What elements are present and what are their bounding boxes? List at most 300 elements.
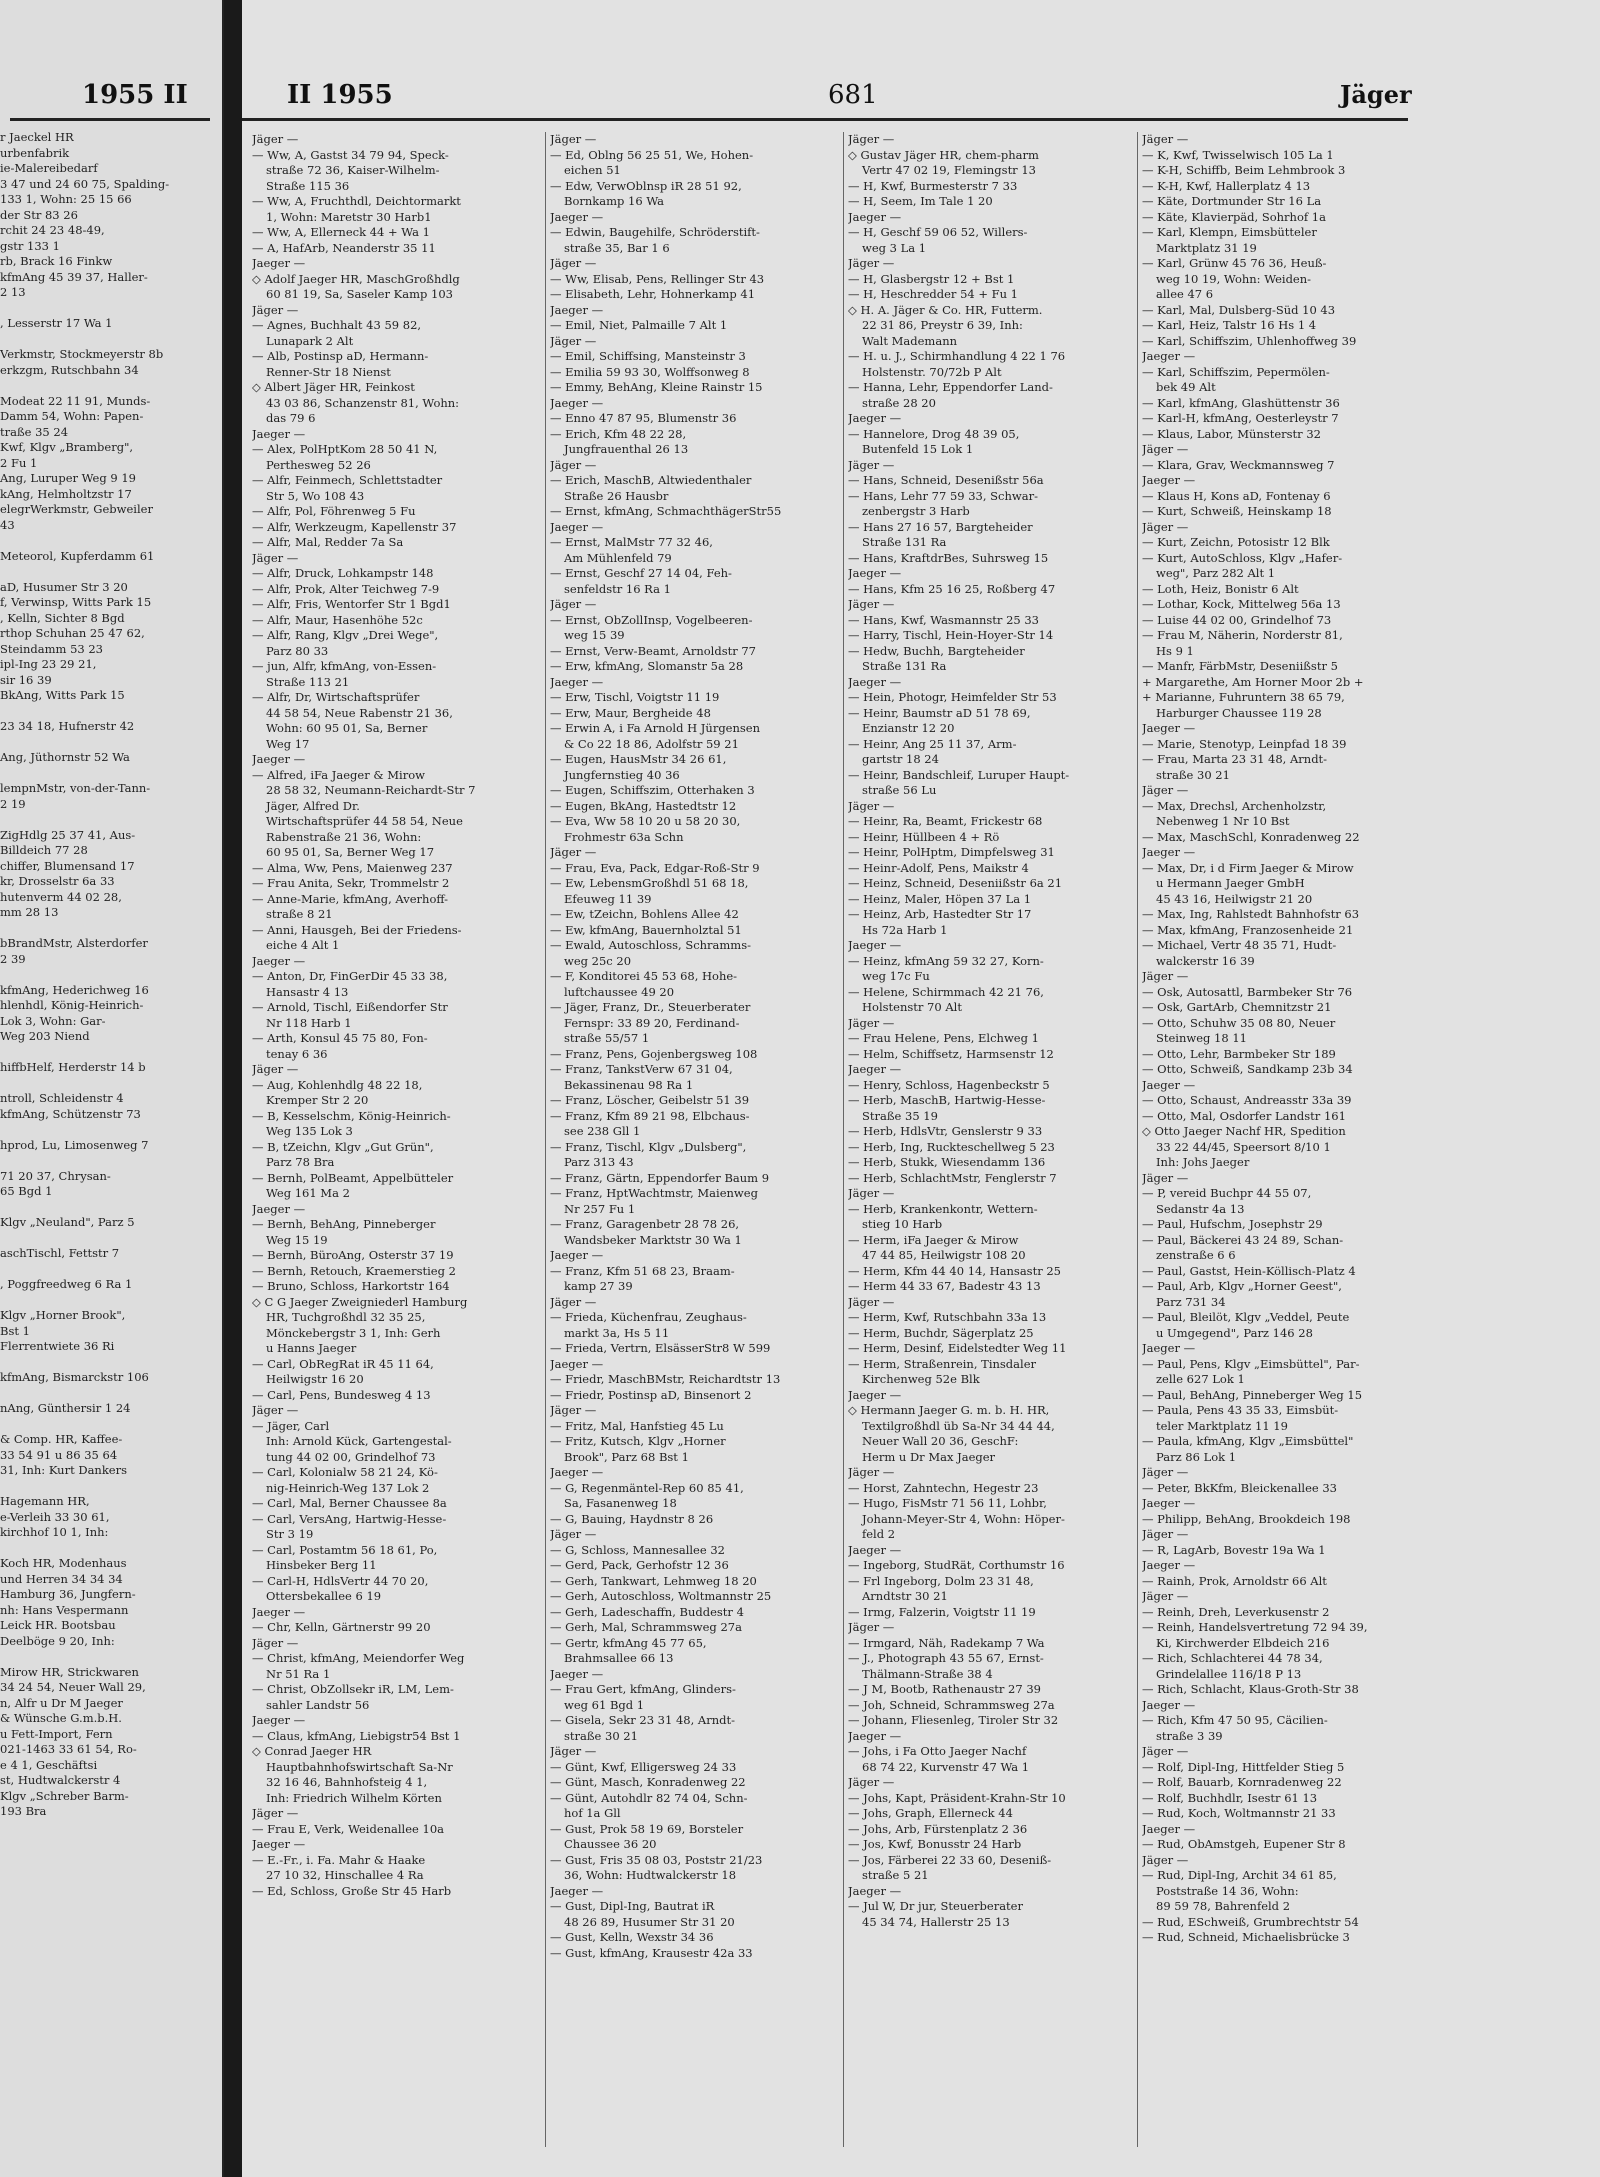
directory-entry-line: — Gust, Prok 58 19 69, Borsteler — [550, 1821, 744, 1836]
left-line — [0, 1541, 220, 1557]
directory-entry-line: Jaeger — — [848, 938, 902, 952]
directory-entry-line: Jäger — — [1142, 1465, 1189, 1479]
directory-entry-line: Holstenstr 70 Alt — [862, 1000, 962, 1014]
left-line: kfmAng, Schützenstr 73 — [0, 1106, 141, 1121]
directory-entry-line: straße 28 20 — [862, 395, 936, 410]
directory-column-1 — [252, 132, 530, 1899]
directory-entry-line: — Kurt, AutoSchloss, Klgv „Hafer- — [1142, 550, 1343, 565]
directory-entry-line: — Ed, Schloss, Große Str 45 Harb — [252, 1883, 452, 1898]
directory-entry-line: Inh: Arnold Kück, Gartengestal- — [266, 1434, 452, 1448]
left-line — [0, 332, 220, 348]
directory-entry-line: — H, Geschf 59 06 52, Willers- — [848, 225, 1028, 239]
directory-entry-line: — P, vereid Buchpr 44 55 07, — [1142, 1186, 1312, 1200]
directory-entry-line: Wirtschaftsprüfer 44 58 54, Neue — [266, 814, 463, 828]
directory-entry-line: see 238 Gll 1 — [564, 1124, 641, 1138]
left-line: mm 28 13 — [0, 905, 59, 919]
directory-entry-line: Jäger — — [848, 457, 895, 472]
directory-entry-line: Jäger — — [1142, 1527, 1189, 1541]
directory-entry-line: — Heinr, Hüllbeen 4 + Rö — [848, 829, 1000, 844]
directory-entry-line: zenbergstr 3 Harb — [862, 504, 970, 518]
directory-entry-line: — Arth, Konsul 45 75 80, Fon- — [252, 1031, 428, 1045]
directory-entry-line: Nr 118 Harb 1 — [266, 1015, 352, 1030]
directory-entry-line: — Rolf, Dipl-Ing, Hittfelder Stieg 5 — [1142, 1759, 1345, 1774]
directory-entry-line: — Gust, kfmAng, Krausestr 42a 33 — [550, 1945, 753, 1960]
directory-entry-line: — Rolf, Bauarb, Kornradenweg 22 — [1142, 1775, 1342, 1789]
directory-entry-line: — Otto, Mal, Osdorfer Landstr 161 — [1142, 1108, 1346, 1123]
directory-entry-line: Jäger — — [848, 132, 895, 146]
directory-entry-line: Sedanstr 4a 13 — [1156, 1201, 1245, 1216]
directory-entry-line: Jaeger — — [550, 1883, 604, 1898]
directory-entry-line: Vertr 47 02 19, Flemingstr 13 — [862, 163, 1036, 177]
left-line: chiffer, Blumensand 17 — [0, 858, 135, 873]
directory-entry-line: — Erwin A, i Fa Arnold H Jürgensen — [550, 721, 761, 735]
left-line: kirchhof 10 1, Inh: — [0, 1525, 109, 1539]
directory-entry-line: bek 49 Alt — [1156, 380, 1216, 394]
directory-entry-line: u Umgegend", Parz 146 28 — [1156, 1325, 1313, 1340]
directory-entry-line: Jaeger — — [1142, 721, 1196, 735]
directory-entry-line: Jaeger — — [550, 302, 604, 317]
directory-entry-line: — Heinr-Adolf, Pens, Maikstr 4 — [848, 860, 1029, 875]
directory-entry-line: — Max, kfmAng, Franzosenheide 21 — [1142, 922, 1354, 937]
directory-entry-line: Jaeger — — [550, 519, 604, 534]
directory-entry-line: — Ww, A, Fruchthdl, Deichtormarkt — [252, 194, 461, 208]
directory-entry-line: Jungfernstieg 40 36 — [564, 767, 680, 782]
directory-entry-line: — Karl-H, kfmAng, Oesterleystr 7 — [1142, 411, 1339, 425]
directory-entry-line: — Hans, Kfm 25 16 25, Roßberg 47 — [848, 581, 1056, 596]
left-line: Meteorol, Kupferdamm 61 — [0, 548, 155, 563]
directory-entry-line: weg 10 19, Wohn: Weiden- — [1156, 271, 1312, 286]
directory-entry-line: — Paul, Arb, Klgv „Horner Geest", — [1142, 1279, 1342, 1293]
directory-entry-line: Straße 35 19 — [862, 1108, 938, 1123]
directory-entry-line: — Franz, Kfm 89 21 98, Elbchaus- — [550, 1108, 750, 1123]
directory-entry-line: 60 81 19, Sa, Saseler Kamp 103 — [266, 287, 453, 301]
directory-entry-line: — Käte, Dortmunder Str 16 La — [1142, 194, 1322, 208]
directory-entry-line: hof 1a Gll — [564, 1806, 621, 1820]
directory-entry-line: Jäger — — [1142, 132, 1189, 146]
directory-entry-line: — Alfred, iFa Jaeger & Mirow — [252, 767, 425, 782]
directory-entry-line: + Margarethe, Am Horner Moor 2b + — [1142, 674, 1364, 689]
directory-entry-line: — Elisabeth, Lehr, Hohnerkamp 41 — [550, 287, 756, 301]
directory-entry-line: — Johs, Graph, Ellerneck 44 — [848, 1806, 1013, 1820]
left-line: kr, Drosselstr 6a 33 — [0, 874, 115, 888]
directory-entry-line: Bekassinenau 98 Ra 1 — [564, 1077, 694, 1092]
directory-entry-line: u Hermann Jaeger GmbH — [1156, 876, 1305, 890]
directory-entry-line: Rabenstraße 21 36, Wohn: — [266, 829, 422, 844]
directory-entry-line: Jaeger — — [252, 256, 306, 270]
directory-entry-line: — Herm, Kwf, Rutschbahn 33a 13 — [848, 1310, 1047, 1324]
directory-entry-line: — E.-Fr., i. Fa. Mahr & Haake — [252, 1852, 426, 1867]
left-line: Klgv „Neuland", Parz 5 — [0, 1215, 135, 1229]
directory-entry-line: 45 43 16, Heilwigstr 21 20 — [1156, 891, 1313, 906]
directory-entry-line: — Peter, BkKfm, Bleickenallee 33 — [1142, 1480, 1337, 1495]
left-page-header: 1955 II — [82, 80, 188, 110]
directory-entry-line: Herm u Dr Max Jaeger — [862, 1449, 996, 1464]
left-line: n, Alfr u Dr M Jaeger — [0, 1695, 123, 1710]
directory-entry-line: Jäger — — [848, 1294, 895, 1309]
left-line: ZigHdlg 25 37 41, Aus- — [0, 827, 136, 842]
directory-entry-line: — Ew, LebensmGroßhdl 51 68 18, — [550, 876, 749, 890]
directory-entry-line: — Edw, VerwOblnsp iR 28 51 92, — [550, 178, 742, 193]
directory-entry-line: — Hans 27 16 57, Bargteheider — [848, 519, 1033, 534]
directory-entry-line: Jäger — — [848, 1015, 895, 1030]
directory-entry-line: Str 5, Wo 108 43 — [266, 488, 365, 503]
directory-entry-line: Bornkamp 16 Wa — [564, 194, 664, 208]
directory-entry-line: 28 58 32, Neumann-Reichardt-Str 7 — [266, 783, 476, 797]
directory-entry-line: — Hanna, Lehr, Eppendorfer Land- — [848, 380, 1053, 394]
directory-entry-line: — Frau Anita, Sekr, Trommelstr 2 — [252, 876, 450, 890]
left-line: Ang, Jüthornstr 52 Wa — [0, 750, 130, 764]
directory-entry-line: — Karl, Mal, Dulsberg-Süd 10 43 — [1142, 302, 1336, 317]
directory-entry-line: — Christ, kfmAng, Meiendorfer Weg — [252, 1651, 465, 1665]
directory-entry-line: — Hugo, FisMstr 71 56 11, Lohbr, — [848, 1496, 1047, 1510]
directory-entry-line: — Rolf, Buchhdlr, Isestr 61 13 — [1142, 1790, 1318, 1805]
directory-entry-line: — Philipp, BehAng, Brookdeich 198 — [1142, 1511, 1351, 1526]
directory-entry-line: — Alex, PolHptKom 28 50 41 N, — [252, 442, 438, 456]
directory-entry-line: — Hans, Lehr 77 59 33, Schwar- — [848, 488, 1038, 503]
directory-entry-line: 48 26 89, Husumer Str 31 20 — [564, 1914, 735, 1929]
directory-entry-line: Jaeger — — [252, 1604, 306, 1619]
directory-entry-line: — Erw, kfmAng, Slomanstr 5a 28 — [550, 659, 744, 673]
directory-entry-line: walckerstr 16 39 — [1156, 953, 1255, 968]
directory-column-2 — [550, 132, 828, 1961]
directory-entry-line: Jaeger — — [1142, 1341, 1196, 1355]
directory-entry-line: — Johs, Kapt, Präsident-Krahn-Str 10 — [848, 1790, 1066, 1805]
directory-entry-line: stieg 10 Harb — [862, 1217, 943, 1231]
directory-entry-line: Jaeger — — [252, 1713, 306, 1727]
directory-entry-line: Parz 731 34 — [1156, 1294, 1226, 1309]
directory-entry-line: weg 17c Fu — [862, 969, 930, 983]
directory-entry-line: — Paula, Pens 43 35 33, Eimsbüt- — [1142, 1403, 1339, 1417]
directory-entry-line: — Ernst, kfmAng, SchmachthägerStr55 — [550, 504, 782, 518]
directory-entry-line: — Emil, Niet, Palmaille 7 Alt 1 — [550, 318, 728, 332]
directory-entry-line: — Frieda, Küchenfrau, Zeughaus- — [550, 1310, 747, 1324]
directory-entry-line: — Frl Ingeborg, Dolm 23 31 48, — [848, 1573, 1034, 1588]
directory-entry-line: — Ernst, Verw-Beamt, Arnoldstr 77 — [550, 643, 757, 658]
left-line: 021-1463 33 61 54, Ro- — [0, 1742, 137, 1756]
left-line — [0, 766, 220, 782]
directory-entry-line: weg 3 La 1 — [862, 240, 927, 255]
directory-entry-line: — Helm, Schiffsetz, Harmsenstr 12 — [848, 1046, 1054, 1061]
directory-entry-line: Jaeger — — [1142, 845, 1196, 859]
directory-entry-line: — Eugen, HausMstr 34 26 61, — [550, 752, 727, 766]
directory-entry-line: — Jos, Färberei 22 33 60, Deseniß- — [848, 1852, 1052, 1867]
left-line: kfmAng, Bismarckstr 106 — [0, 1370, 149, 1384]
directory-entry-line: — Alfr, Maur, Hasenhöhe 52c — [252, 612, 423, 627]
directory-entry-line: — B, tZeichn, Klgv „Gut Grün", — [252, 1139, 434, 1154]
directory-entry-line: — Frau Helene, Pens, Elchweg 1 — [848, 1031, 1039, 1045]
directory-entry-line: Kirchenweg 52e Blk — [862, 1372, 980, 1386]
directory-entry-line: Inh: Johs Jaeger — [1156, 1155, 1250, 1169]
directory-entry-line: — Ingeborg, StudRät, Corthumstr 16 — [848, 1558, 1065, 1572]
left-line — [0, 1231, 220, 1247]
directory-entry-line: Harburger Chaussee 119 28 — [1156, 705, 1322, 720]
directory-entry-line: Jaeger — — [550, 395, 604, 410]
directory-entry-line: 1, Wohn: Maretstr 30 Harb1 — [266, 209, 432, 224]
directory-entry-line: Jaeger — — [550, 1666, 604, 1681]
directory-entry-line: — Eugen, BkAng, Hastedtstr 12 — [550, 798, 737, 813]
directory-entry-line: Heilwigstr 16 20 — [266, 1372, 364, 1386]
directory-entry-line: Jaeger — — [848, 1387, 902, 1402]
directory-entry-line: 33 22 44/45, Speersort 8/10 1 — [1156, 1139, 1331, 1154]
directory-entry-line: Jäger — — [550, 845, 597, 859]
column-divider — [545, 132, 546, 2147]
directory-entry-line: Jaeger — — [550, 209, 604, 224]
directory-entry-line: Jäger — — [848, 1465, 895, 1479]
directory-entry-line: Jaeger — — [1142, 473, 1196, 487]
directory-entry-line: — Johs, Arb, Fürstenplatz 2 36 — [848, 1821, 1028, 1836]
directory-entry-line: — Emilia 59 93 30, Wolffsonweg 8 — [550, 364, 750, 379]
left-line: hiffbHelf, Herderstr 14 b — [0, 1060, 146, 1074]
directory-entry-line: Jäger — — [1142, 969, 1189, 983]
directory-column-4 — [1142, 132, 1420, 1946]
directory-column-3 — [848, 132, 1126, 1930]
directory-entry-line: — Carl, Kolonialw 58 21 24, Kö- — [252, 1465, 438, 1479]
directory-entry-line: Jäger — — [1142, 783, 1189, 797]
directory-entry-line: Steinweg 18 11 — [1156, 1031, 1247, 1045]
directory-entry-line: Jäger — — [848, 798, 895, 813]
directory-entry-line: — Aug, Kohlenhdlg 48 22 18, — [252, 1077, 423, 1092]
left-line: Billdeich 77 28 — [0, 843, 88, 857]
directory-entry-line: Sa, Fasanenweg 18 — [564, 1496, 677, 1510]
directory-entry-line: — Anton, Dr, FinGerDir 45 33 38, — [252, 969, 448, 983]
left-line: aschTischl, Fettstr 7 — [0, 1246, 120, 1260]
directory-entry-line: — Hans, KraftdrBes, Suhrsweg 15 — [848, 550, 1049, 565]
left-line: Hagemann HR, — [0, 1494, 90, 1508]
directory-entry-line: — Paul, Pens, Klgv „Eimsbüttel", Par- — [1142, 1356, 1360, 1371]
directory-entry-line: Jäger — — [252, 1403, 299, 1417]
directory-entry-line: Jaeger — — [1142, 1697, 1196, 1712]
directory-entry-line: straße 30 21 — [1156, 767, 1230, 782]
directory-entry-line: — Arnold, Tischl, Eißendorfer Str — [252, 1000, 448, 1014]
directory-entry-line: — Carl-H, HdlsVertr 44 70 20, — [252, 1573, 429, 1588]
directory-entry-line: — Carl, Mal, Berner Chaussee 8a — [252, 1496, 447, 1510]
directory-entry-line: — Klaus H, Kons aD, Fontenay 6 — [1142, 488, 1331, 503]
left-line — [0, 1293, 220, 1309]
directory-entry-line: straße 72 36, Kaiser-Wilhelm- — [266, 163, 440, 177]
directory-entry-line: 44 58 54, Neue Rabenstr 21 36, — [266, 705, 453, 720]
directory-entry-line: — Ernst, ObZollInsp, Vogelbeeren- — [550, 612, 753, 627]
directory-entry-line: & Co 22 18 86, Adolfstr 59 21 — [564, 736, 739, 751]
directory-entry-line: — Heinz, Maler, Höpen 37 La 1 — [848, 891, 1032, 906]
directory-entry-line: — Franz, Garagenbetr 28 78 26, — [550, 1217, 740, 1231]
directory-entry-line: — Joh, Schneid, Schrammsweg 27a — [848, 1697, 1055, 1712]
left-line: nAng, Günthersir 1 24 — [0, 1401, 131, 1415]
directory-entry-line: Efeuweg 11 39 — [564, 891, 652, 906]
directory-entry-line: Chaussee 36 20 — [564, 1837, 657, 1851]
directory-entry-line: Jäger — — [1142, 1589, 1189, 1603]
left-line: Flerrentwiete 36 Ri — [0, 1339, 115, 1353]
directory-entry-line: — Bruno, Schloss, Harkortstr 164 — [252, 1279, 450, 1293]
directory-entry-line: Jäger — — [848, 597, 895, 611]
directory-entry-line: Jäger — — [550, 1744, 597, 1758]
left-line: Deelböge 9 20, Inh: — [0, 1633, 115, 1648]
directory-entry-line: Jäger — — [550, 1294, 597, 1309]
directory-entry-line: Jäger — — [252, 1806, 299, 1820]
directory-entry-line: — F, Konditorei 45 53 68, Hohe- — [550, 969, 738, 983]
directory-entry-line: — J M, Bootb, Rathenaustr 27 39 — [848, 1682, 1041, 1696]
directory-entry-line: 60 95 01, Sa, Berner Weg 17 — [266, 845, 435, 859]
directory-entry-line: — Herb, HdlsVtr, Genslerstr 9 33 — [848, 1124, 1043, 1138]
left-line: , Lesserstr 17 Wa 1 — [0, 316, 113, 330]
directory-entry-line: — Alfr, Prok, Alter Teichweg 7-9 — [252, 581, 440, 596]
left-line: Klgv „Schreber Barm- — [0, 1788, 129, 1803]
directory-entry-line: — Michael, Vertr 48 35 71, Hudt- — [1142, 938, 1337, 952]
left-line: 31, Inh: Kurt Dankers — [0, 1463, 128, 1477]
directory-entry-line: Marktplatz 31 19 — [1156, 240, 1257, 255]
directory-entry-line: — Gerh, Autoschloss, Woltmannstr 25 — [550, 1589, 772, 1603]
directory-entry-line: — Gerh, Mal, Schrammsweg 27a — [550, 1620, 742, 1634]
directory-entry-line: Nebenweg 1 Nr 10 Bst — [1156, 814, 1290, 828]
left-line — [0, 1122, 220, 1138]
directory-entry-line: + Marianne, Fuhruntern 38 65 79, — [1142, 690, 1345, 704]
directory-entry-line: Parz 80 33 — [266, 643, 329, 658]
directory-entry-line: — Hein, Photogr, Heimfelder Str 53 — [848, 690, 1057, 704]
directory-entry-line: zelle 627 Lok 1 — [1156, 1372, 1245, 1386]
left-line — [0, 1153, 220, 1169]
directory-entry-line: — Gisela, Sekr 23 31 48, Arndt- — [550, 1713, 735, 1727]
column-divider — [1137, 132, 1138, 2147]
left-line: kfmAng, Hederichweg 16 — [0, 982, 149, 997]
left-line: 193 Bra — [0, 1804, 47, 1818]
directory-entry-line: Jaeger — — [252, 426, 306, 441]
directory-entry-line: Am Mühlenfeld 79 — [564, 550, 672, 565]
directory-entry-line: — G, Schloss, Mannesallee 32 — [550, 1542, 725, 1557]
left-line: 33 54 91 u 86 35 64 — [0, 1447, 118, 1462]
directory-entry-line: — Lothar, Kock, Mittelweg 56a 13 — [1142, 597, 1341, 611]
directory-entry-line: — Fritz, Mal, Hanfstieg 45 Lu — [550, 1418, 724, 1433]
directory-entry-line: weg 61 Bgd 1 — [564, 1697, 645, 1712]
directory-entry-line: — Ed, Oblng 56 25 51, We, Hohen- — [550, 147, 754, 162]
directory-entry-line: Jaeger — — [1142, 1496, 1196, 1510]
directory-entry-line: — Eva, Ww 58 10 20 u 58 20 30, — [550, 814, 741, 828]
directory-entry-line: Jungfrauenthal 26 13 — [564, 442, 689, 456]
left-line — [0, 1200, 220, 1216]
directory-entry-line: Jäger — — [848, 1620, 895, 1634]
directory-entry-line: Weg 15 19 — [266, 1232, 328, 1247]
left-line — [0, 1355, 220, 1371]
directory-entry-line: Jäger — — [1142, 1852, 1189, 1867]
directory-entry-line: — Emil, Schiffsing, Mansteinstr 3 — [550, 349, 746, 363]
directory-entry-line: — Otto, Lehr, Barmbeker Str 189 — [1142, 1046, 1336, 1061]
directory-entry-line: — Paul, Gastst, Hein-Köllisch-Platz 4 — [1142, 1263, 1356, 1278]
directory-entry-line: — Rich, Kfm 47 50 95, Cäcilien- — [1142, 1713, 1328, 1727]
left-line: bBrandMstr, Alsterdorfer — [0, 936, 148, 950]
left-line: 34 24 54, Neuer Wall 29, — [0, 1680, 146, 1694]
directory-entry-line: eichen 51 — [564, 163, 621, 177]
directory-entry-line: — Emmy, BehAng, Kleine Rainstr 15 — [550, 380, 763, 394]
directory-entry-line: Straße 26 Hausbr — [564, 488, 669, 503]
directory-entry-line: Weg 135 Lok 3 — [266, 1124, 353, 1138]
directory-entry-line: Straße 131 Ra — [862, 659, 947, 673]
directory-entry-line: — Klara, Grav, Weckmannsweg 7 — [1142, 457, 1335, 472]
directory-entry-line: — Manfr, FärbMstr, Deseniißstr 5 — [1142, 659, 1338, 673]
left-line — [0, 1479, 220, 1495]
directory-entry-line: — Osk, Autosattl, Barmbeker Str 76 — [1142, 984, 1353, 999]
directory-entry-line: — Alfr, Druck, Lohkampstr 148 — [252, 566, 434, 580]
directory-entry-line: — Johs, i Fa Otto Jaeger Nachf — [848, 1744, 1027, 1758]
directory-entry-line: Inh: Friedrich Wilhelm Körten — [266, 1790, 442, 1805]
left-line — [0, 1649, 220, 1665]
directory-entry-line: — G, Regenmäntel-Rep 60 85 41, — [550, 1480, 744, 1495]
directory-entry-line: straße 56 Lu — [862, 783, 937, 797]
directory-entry-line: Straße 115 36 — [266, 178, 350, 193]
directory-entry-line: Enzianstr 12 20 — [862, 721, 955, 735]
directory-entry-line: Parz 78 Bra — [266, 1155, 335, 1169]
left-line: aD, Husumer Str 3 20 — [0, 579, 128, 594]
directory-entry-line: Hs 9 1 — [1156, 643, 1194, 658]
directory-entry-line: — Herm, Desinf, Eidelstedter Weg 11 — [848, 1341, 1067, 1355]
directory-entry-line: weg 15 39 — [564, 628, 625, 642]
left-line — [0, 735, 220, 751]
directory-entry-line: Textilgroßhdl üb Sa-Nr 34 44 44, — [862, 1418, 1055, 1433]
directory-entry-line: Jaeger — — [848, 1062, 902, 1076]
directory-entry-line: Fernspr: 33 89 20, Ferdinand- — [564, 1015, 740, 1030]
directory-entry-line: Nr 51 Ra 1 — [266, 1666, 331, 1681]
directory-entry-line: Jaeger — — [848, 1542, 902, 1557]
directory-entry-line: u Hanns Jaeger — [266, 1341, 357, 1355]
directory-entry-line: Hauptbahnhofswirtschaft Sa-Nr — [266, 1759, 453, 1774]
directory-entry-line: — Ew, tZeichn, Bohlens Allee 42 — [550, 907, 739, 921]
directory-entry-line: — G, Bauing, Haydnstr 8 26 — [550, 1511, 714, 1526]
directory-entry-line: ◇ Adolf Jaeger HR, MaschGroßhdlg — [252, 271, 460, 286]
directory-entry-line: — Agnes, Buchhalt 43 59 82, — [252, 318, 422, 332]
directory-entry-line: — H, Heschredder 54 + Fu 1 — [848, 287, 1019, 301]
left-line — [0, 1417, 220, 1433]
directory-entry-line: straße 5 21 — [862, 1868, 929, 1882]
directory-entry-line: Jäger — — [550, 457, 597, 472]
directory-entry-line: — Paul, Bäckerei 43 24 89, Schan- — [1142, 1232, 1344, 1247]
left-line: 2 19 — [0, 796, 26, 811]
directory-entry-line: — Reinh, Handelsvertretung 72 94 39, — [1142, 1620, 1368, 1634]
directory-entry-line: ◇ Otto Jaeger Nachf HR, Spedition — [1142, 1124, 1346, 1138]
directory-entry-line: — Rud, ObAmstgeh, Eupener Str 8 — [1142, 1837, 1346, 1851]
directory-entry-line: allee 47 6 — [1156, 287, 1214, 301]
directory-entry-line: — Heinz, kfmAng 59 32 27, Korn- — [848, 953, 1044, 968]
left-line: gstr 133 1 — [0, 238, 60, 253]
left-line — [0, 1045, 220, 1061]
directory-entry-line: — Carl, VersAng, Hartwig-Hesse- — [252, 1511, 447, 1526]
directory-entry-line: — Heinr, Baumstr aD 51 78 69, — [848, 705, 1031, 720]
left-line: 71 20 37, Chrysan- — [0, 1168, 111, 1183]
directory-entry-line: — Hannelore, Drog 48 39 05, — [848, 426, 1020, 441]
directory-entry-line: — K-H, Schiffb, Beim Lehmbrook 3 — [1142, 163, 1346, 177]
directory-entry-line: tung 44 02 00, Grindelhof 73 — [266, 1449, 436, 1464]
left-line — [0, 564, 220, 580]
directory-entry-line: Lunapark 2 Alt — [266, 333, 354, 348]
directory-entry-line: Parz 86 Lok 1 — [1156, 1449, 1237, 1464]
directory-entry-line: — Ww, A, Gastst 34 79 94, Speck- — [252, 147, 449, 162]
directory-entry-line: — Friedr, MaschBMstr, Reichardtstr 13 — [550, 1372, 781, 1386]
column-divider — [843, 132, 844, 2147]
directory-entry-line: markt 3a, Hs 5 11 — [564, 1325, 670, 1340]
directory-entry-line: — Bernh, Retouch, Kraemerstieg 2 — [252, 1263, 456, 1278]
directory-entry-line: — Rud, Schneid, Michaelisbrücke 3 — [1142, 1930, 1350, 1944]
directory-entry-line: Jäger, Alfred Dr. — [266, 798, 360, 813]
directory-entry-line: straße 55/57 1 — [564, 1031, 650, 1045]
page-gutter — [224, 0, 242, 2177]
directory-entry-line: ◇ Albert Jäger HR, Feinkost — [252, 380, 415, 394]
left-line: , Poggfreedweg 6 Ra 1 — [0, 1277, 133, 1291]
directory-entry-line: — Alfr, Dr, Wirtschaftsprüfer — [252, 690, 420, 704]
directory-entry-line: — Jäger, Franz, Dr., Steuerberater — [550, 1000, 751, 1014]
directory-entry-line: Brook", Parz 68 Bst 1 — [564, 1449, 689, 1464]
left-line: Steindamm 53 23 — [0, 641, 103, 656]
directory-entry-line: — Karl, Grünw 45 76 36, Heuß- — [1142, 256, 1327, 270]
directory-entry-line: — Alma, Ww, Pens, Maienweg 237 — [252, 860, 453, 875]
directory-entry-line: Jäger — — [848, 1186, 895, 1200]
directory-entry-line: — Franz, Gärtn, Eppendorfer Baum 9 — [550, 1170, 770, 1185]
directory-entry-line: — J., Photograph 43 55 67, Ernst- — [848, 1651, 1044, 1665]
